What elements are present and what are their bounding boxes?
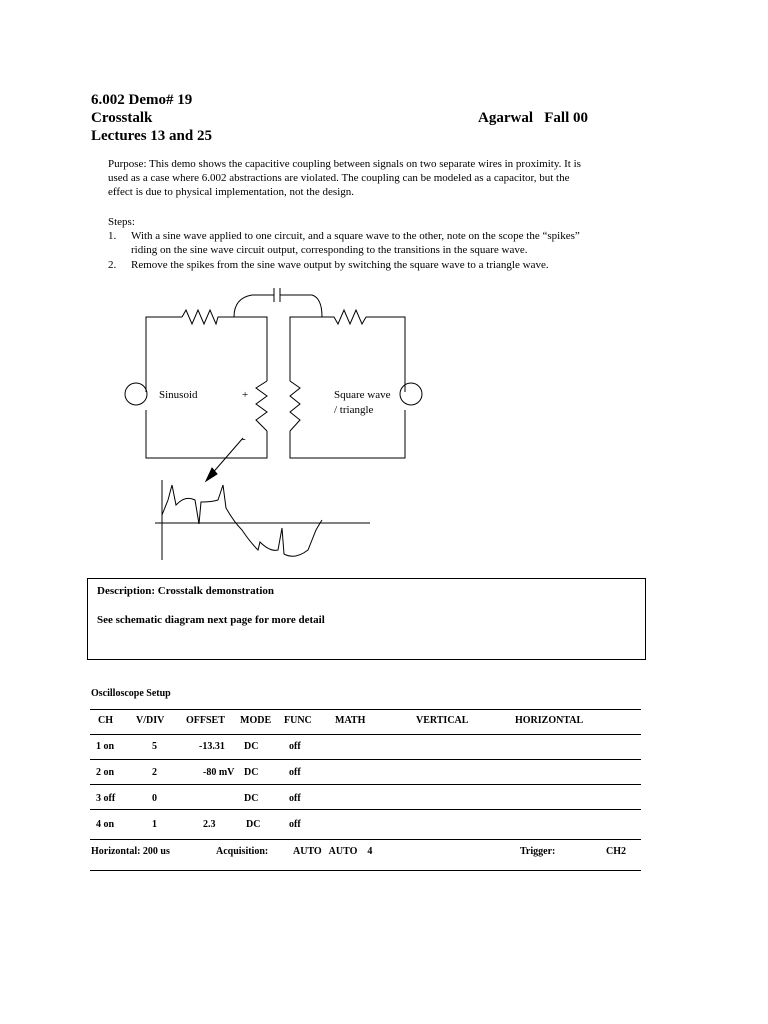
waveform-with-spikes-icon <box>162 485 322 556</box>
col-header-func: FUNC <box>284 715 312 726</box>
purpose-paragraph <box>108 157 668 199</box>
steps-heading: Steps: <box>108 216 135 228</box>
author-term: Agarwal Fall 00 <box>478 110 588 126</box>
cell-vdiv: 2 <box>152 767 157 778</box>
col-header-horizontal: HORIZONTAL <box>515 715 584 726</box>
table-rule <box>90 870 641 871</box>
topic-title: Crosstalk <box>91 110 153 126</box>
cell-offset: -13.31 <box>199 741 225 752</box>
description-box <box>87 578 646 660</box>
triangle-label: / triangle <box>334 404 374 416</box>
cell-ch: 1 on <box>96 741 115 752</box>
acquisition-value: AUTO AUTO 4 <box>293 846 373 857</box>
purpose-line: used as a case where 6.002 abstractions are violated. The coupling can be modeled as a capacitor, but the <box>108 172 570 184</box>
cell-offset: -80 mV <box>203 767 235 778</box>
left-circuit-wires <box>146 310 267 458</box>
right-circuit-wires <box>290 310 405 458</box>
cell-offset: 2.3 <box>203 819 216 830</box>
cell-mode: DC <box>246 819 261 830</box>
col-header-offset: OFFSET <box>186 715 225 726</box>
col-header-vdiv: V/DIV <box>136 715 165 726</box>
scope-setup-title: Oscilloscope Setup <box>91 688 171 699</box>
arrow-line <box>210 438 243 476</box>
crosstalk-circuit-diagram <box>100 280 460 570</box>
lectures-line: Lectures 13 and 25 <box>91 128 212 144</box>
trigger-value: CH2 <box>606 846 626 857</box>
col-header-mode: MODE <box>240 715 272 726</box>
step-text: riding on the sine wave circuit output, corresponding to the transitions in the square wave. <box>131 244 528 256</box>
square-wave-label: Square wave <box>334 389 391 401</box>
step-number: 2. <box>108 259 117 271</box>
table-rule <box>90 709 641 710</box>
cell-ch: 3 off <box>96 793 116 804</box>
cell-mode: DC <box>244 767 259 778</box>
cell-func: off <box>289 793 301 804</box>
step-text: With a sine wave applied to one circuit, and a square wave to the other, note on the scope the “spikes” <box>131 230 580 242</box>
trigger-label: Trigger: <box>520 846 556 857</box>
step-item <box>108 258 668 272</box>
table-rule <box>90 839 641 840</box>
step-text: Remove the spikes from the sine wave output by switching the square wave to a triangle wave. <box>131 259 549 271</box>
square-wave-source-icon <box>400 383 422 405</box>
cell-ch: 4 on <box>96 819 115 830</box>
cell-mode: DC <box>244 793 259 804</box>
description-title: Description: Crosstalk demonstration <box>97 585 275 597</box>
cell-func: off <box>289 819 301 830</box>
cell-ch: 2 on <box>96 767 115 778</box>
sinusoid-label: Sinusoid <box>159 389 198 401</box>
horizontal-setting: Horizontal: 200 us <box>91 846 170 857</box>
description-note: See schematic diagram next page for more detail <box>97 614 325 626</box>
right-resistor-coil <box>290 381 300 431</box>
table-rule <box>90 734 641 735</box>
acquisition-label: Acquisition: <box>216 846 269 857</box>
col-header-vertical: VERTICAL <box>416 715 469 726</box>
step-item <box>108 229 668 257</box>
purpose-line: Purpose: This demo shows the capacitive coupling between signals on two separate wires in proximity. It is <box>108 158 581 170</box>
cell-func: off <box>289 767 301 778</box>
sinusoid-source-icon <box>125 383 147 405</box>
plus-sign: + <box>242 389 249 401</box>
purpose-line: effect is due to physical implementation, not the design. <box>108 186 355 198</box>
col-header-math: MATH <box>335 715 366 726</box>
left-resistor-coil <box>256 381 267 431</box>
cell-mode: DC <box>244 741 259 752</box>
table-rule <box>90 784 641 785</box>
step-number: 1. <box>108 230 117 242</box>
minus-sign: - <box>242 433 246 445</box>
demo-title: 6.002 Demo# 19 <box>91 92 193 108</box>
table-rule <box>90 759 641 760</box>
table-rule <box>90 809 641 810</box>
col-header-ch: CH <box>98 715 113 726</box>
cell-vdiv: 0 <box>152 793 157 804</box>
coupling-capacitor <box>234 288 322 317</box>
cell-vdiv: 5 <box>152 741 157 752</box>
cell-vdiv: 1 <box>152 819 157 830</box>
cell-func: off <box>289 741 301 752</box>
